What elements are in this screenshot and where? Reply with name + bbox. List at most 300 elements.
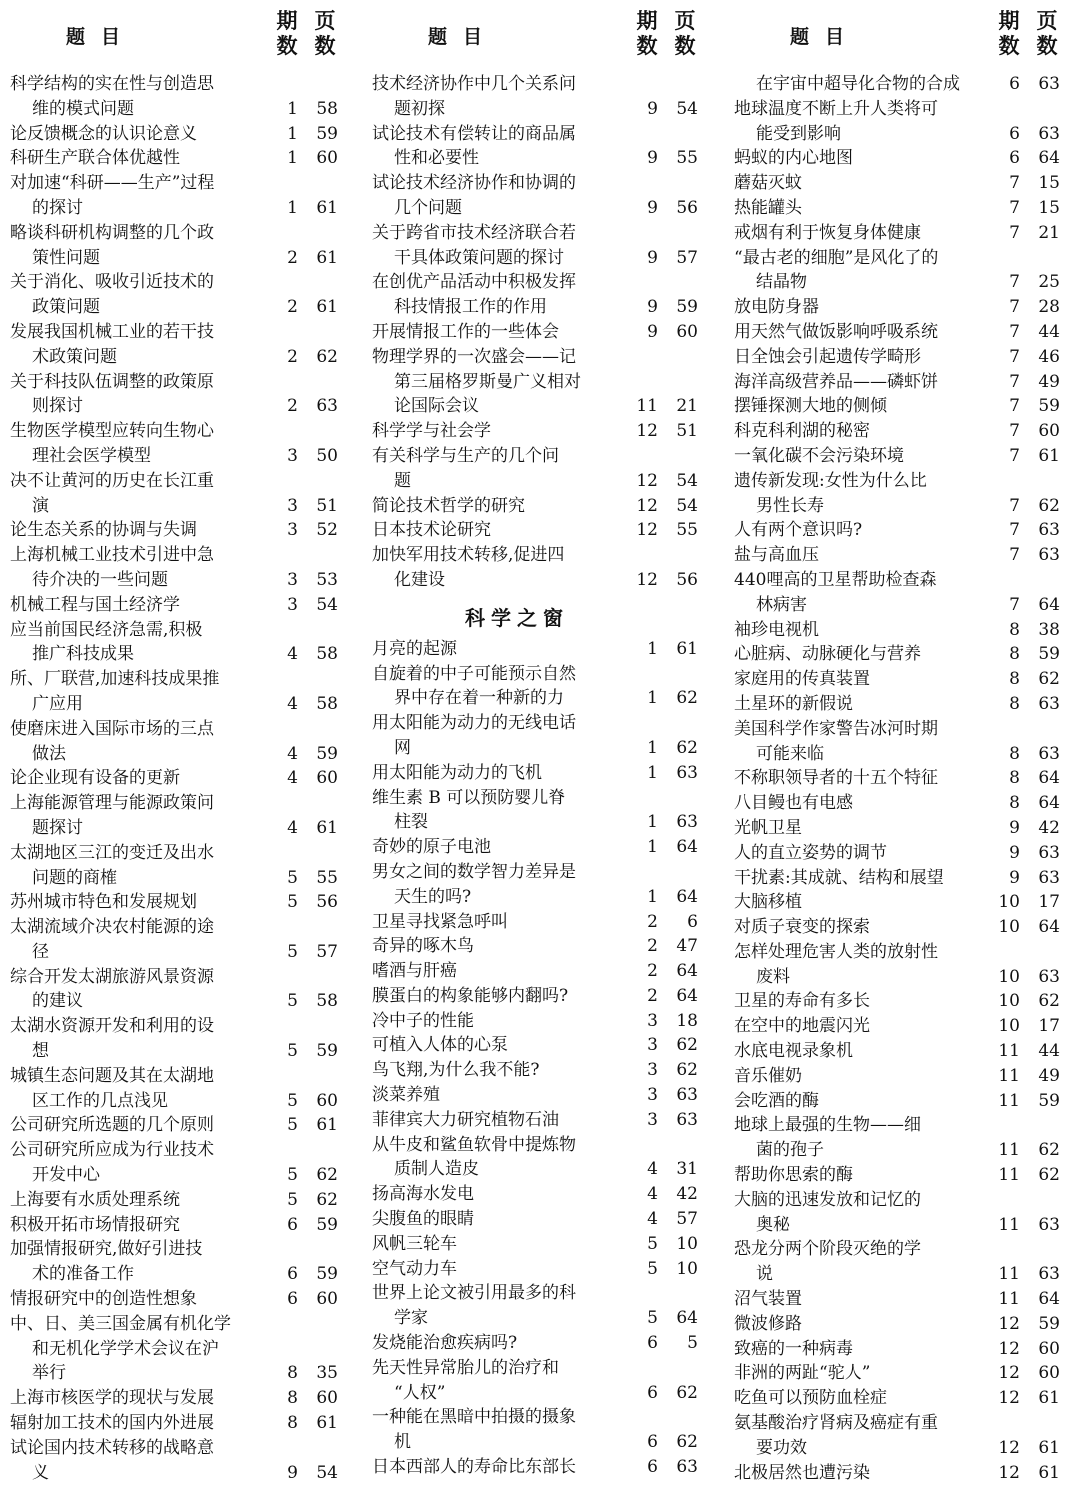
entry-title-line: 决不让黄河的历史在长江重 bbox=[10, 470, 214, 491]
index-entry bbox=[10, 1436, 342, 1486]
entry-page-number: 63 bbox=[316, 396, 338, 417]
entry-page-number: 59 bbox=[316, 743, 338, 764]
entry-title-line: 膜蛋白的构象能够内翻吗? bbox=[372, 985, 569, 1006]
entry-issue-number: 3 bbox=[287, 520, 298, 541]
entry-issue-number: 1 bbox=[647, 812, 658, 833]
index-entry bbox=[372, 835, 702, 860]
entry-page-number: 38 bbox=[1038, 619, 1060, 640]
index-entry bbox=[734, 1361, 1064, 1386]
entry-title-line: 世界上论文被引用最多的科 bbox=[372, 1283, 576, 1304]
entry-title-line: 自旋着的中子可能预示自然 bbox=[372, 663, 576, 684]
entry-title-line: 所、厂联营,加速科技成果推 bbox=[10, 669, 220, 690]
entry-title-line: 城镇生态问题及其在太湖地 bbox=[10, 1065, 214, 1086]
entry-page-number: 56 bbox=[676, 197, 698, 218]
entry-title-line: 地球上最强的生物——细 bbox=[734, 1115, 921, 1136]
entry-page-number: 21 bbox=[676, 396, 698, 417]
entry-title-line: 术政策问题 bbox=[32, 346, 117, 367]
entry-title-line: 理社会医学模型 bbox=[32, 445, 151, 466]
entry-issue-number: 8 bbox=[1009, 743, 1020, 764]
index-entry bbox=[372, 171, 702, 221]
entry-page-number: 60 bbox=[316, 1289, 338, 1310]
entry-page-number: 63 bbox=[1038, 743, 1060, 764]
entry-page-number: 31 bbox=[676, 1159, 698, 1180]
entry-page-number: 61 bbox=[316, 1413, 338, 1434]
entry-issue-number: 1 bbox=[287, 98, 298, 119]
entry-issue-number: 7 bbox=[1009, 520, 1020, 541]
index-entry bbox=[372, 984, 702, 1009]
index-entry bbox=[10, 841, 342, 891]
entry-title-line: 沼气装置 bbox=[734, 1289, 802, 1310]
entry-title-line: 不称职领导者的十五个特征 bbox=[734, 768, 938, 789]
entry-page-number: 55 bbox=[676, 148, 698, 169]
entry-issue-number: 12 bbox=[998, 1388, 1020, 1409]
entry-page-number: 15 bbox=[1038, 173, 1060, 194]
entry-issue-number: 4 bbox=[287, 817, 298, 838]
entry-issue-number: 7 bbox=[1009, 173, 1020, 194]
entry-title-line: 大脑的迅速发放和记忆的 bbox=[734, 1189, 921, 1210]
entry-title-line: 奇异的啄木鸟 bbox=[372, 936, 474, 957]
entry-title-line: 论国际会议 bbox=[394, 396, 479, 417]
entry-issue-number: 6 bbox=[287, 1264, 298, 1285]
entry-issue-number: 1 bbox=[647, 688, 658, 709]
entry-page-number: 42 bbox=[1038, 817, 1060, 838]
index-entry bbox=[10, 1312, 342, 1386]
entry-title-line: 水底电视录象机 bbox=[734, 1041, 853, 1062]
entry-page-number: 62 bbox=[676, 688, 698, 709]
entry-title-line: 应当前国民经济急需,积极 bbox=[10, 619, 203, 640]
entry-title-line: 试论技术经济协作和协调的 bbox=[372, 173, 576, 194]
entry-page-number: 60 bbox=[1038, 1338, 1060, 1359]
entry-page-number: 60 bbox=[1038, 421, 1060, 442]
index-entry bbox=[734, 1237, 1064, 1287]
entry-title-line: 八目鳗也有电感 bbox=[734, 793, 853, 814]
index-column-2 bbox=[372, 0, 702, 1480]
entry-title-line: 维生素 B 可以预防婴儿脊 bbox=[372, 787, 566, 808]
entry-issue-number: 7 bbox=[1009, 272, 1020, 293]
index-entry bbox=[372, 494, 702, 519]
index-entry bbox=[10, 122, 342, 147]
entry-issue-number: 12 bbox=[998, 1363, 1020, 1384]
entry-title-line: 空气动力车 bbox=[372, 1258, 457, 1279]
index-entry bbox=[372, 518, 702, 543]
entry-issue-number: 7 bbox=[1009, 445, 1020, 466]
entry-page-number: 63 bbox=[1038, 123, 1060, 144]
entry-title-line: 界中存在着一种新的力 bbox=[394, 688, 564, 709]
index-entry bbox=[734, 717, 1064, 767]
entry-issue-number: 2 bbox=[287, 346, 298, 367]
entry-title-line: 心脏病、动脉硬化与营养 bbox=[734, 644, 921, 665]
index-entry bbox=[10, 221, 342, 271]
entry-page-number: 61 bbox=[316, 247, 338, 268]
entry-title-line: 鸟飞翔,为什么我不能? bbox=[372, 1060, 540, 1081]
entry-title-line: 先天性异常胎儿的治疗和 bbox=[372, 1357, 559, 1378]
entry-title-line: 策性问题 bbox=[32, 247, 100, 268]
entry-title-line: 微波修路 bbox=[734, 1313, 802, 1334]
entry-title-line: 男女之间的数学智力差异是 bbox=[372, 861, 576, 882]
index-entry bbox=[734, 1188, 1064, 1238]
index-entry bbox=[372, 1033, 702, 1058]
column-header bbox=[734, 0, 1064, 72]
index-entry bbox=[372, 72, 702, 122]
entry-issue-number: 11 bbox=[998, 1090, 1020, 1111]
index-entry bbox=[734, 816, 1064, 841]
entry-page-number: 60 bbox=[676, 321, 698, 342]
entry-title-line: 光帆卫星 bbox=[734, 817, 802, 838]
entry-title-line: 废料 bbox=[756, 966, 790, 987]
entry-issue-number: 8 bbox=[287, 1388, 298, 1409]
entry-title-line: 日本西部人的寿命比东部长 bbox=[372, 1457, 576, 1478]
index-entry bbox=[734, 940, 1064, 990]
entry-title-line: 加强情报研究,做好引进技 bbox=[10, 1239, 203, 1260]
index-entry bbox=[734, 419, 1064, 444]
entry-issue-number: 5 bbox=[287, 941, 298, 962]
entry-title-line: 在宇宙中超导化合物的合成 bbox=[756, 74, 960, 94]
entry-title-line: 尖腹鱼的眼睛 bbox=[372, 1209, 474, 1230]
entry-page-number: 64 bbox=[1038, 148, 1060, 169]
entry-issue-number: 5 bbox=[287, 1165, 298, 1186]
index-entry bbox=[372, 1058, 702, 1083]
entry-title-line: 演 bbox=[32, 495, 49, 516]
entry-title-line: 扬高海水发电 bbox=[372, 1184, 474, 1205]
entry-title-line: 月亮的起源 bbox=[372, 638, 457, 659]
entry-title-line: 上海要有水质处理系统 bbox=[10, 1189, 180, 1210]
entry-page-number: 64 bbox=[1038, 768, 1060, 789]
entry-title-line: 日本技术论研究 bbox=[372, 520, 491, 541]
entry-page-number: 59 bbox=[1038, 1313, 1060, 1334]
entry-title-line: 辐射加工技术的国内外进展 bbox=[10, 1413, 214, 1434]
entry-issue-number: 8 bbox=[1009, 768, 1020, 789]
entry-title-line: 奥秘 bbox=[756, 1214, 790, 1235]
entry-title-line: 问题的商榷 bbox=[32, 867, 117, 888]
entry-issue-number: 6 bbox=[647, 1457, 658, 1478]
entry-page-number: 6 bbox=[687, 911, 698, 932]
entry-title-line: 可植入人体的心泵 bbox=[372, 1035, 508, 1056]
index-entry bbox=[734, 1089, 1064, 1114]
index-entry bbox=[734, 1113, 1064, 1163]
entry-issue-number: 9 bbox=[647, 321, 658, 342]
entry-issue-number: 6 bbox=[1009, 74, 1020, 94]
entry-title-line: 性和必要性 bbox=[394, 148, 479, 169]
entry-page-number: 54 bbox=[676, 470, 698, 491]
entry-title-line: 论企业现有设备的更新 bbox=[10, 768, 180, 789]
entry-title-line: 男性长寿 bbox=[756, 495, 824, 516]
entry-page-number: 63 bbox=[676, 812, 698, 833]
entry-issue-number: 5 bbox=[287, 1090, 298, 1111]
entry-issue-number: 2 bbox=[647, 985, 658, 1006]
entry-page-number: 62 bbox=[676, 1382, 698, 1403]
entry-title-line: 氨基酸治疗肾病及癌症有重 bbox=[734, 1413, 938, 1434]
entry-issue-number: 1 bbox=[647, 837, 658, 858]
entry-title-line: 论反馈概念的认识论意义 bbox=[10, 123, 197, 144]
entry-issue-number: 6 bbox=[647, 1333, 658, 1354]
index-entry bbox=[372, 1455, 702, 1480]
index-entry bbox=[734, 766, 1064, 791]
index-entry bbox=[10, 72, 342, 122]
entry-issue-number: 4 bbox=[287, 743, 298, 764]
column-header bbox=[10, 0, 342, 72]
entry-title-line: 人的直立姿势的调节 bbox=[734, 842, 887, 863]
entry-issue-number: 1 bbox=[647, 737, 658, 758]
entry-title-line: 综合开发太湖旅游风景资源 bbox=[10, 966, 214, 987]
entry-title-line: 试论国内技术转移的战略意 bbox=[10, 1437, 214, 1458]
entry-title-line: 公司研究所应成为行业技术 bbox=[10, 1140, 214, 1161]
entry-title-line: “最古老的细胞”是风化了的 bbox=[734, 247, 939, 268]
index-entry bbox=[734, 146, 1064, 171]
entry-title-line: 学家 bbox=[394, 1308, 428, 1329]
index-entry bbox=[10, 1213, 342, 1238]
header-title: 题目 bbox=[790, 26, 861, 48]
entry-page-number: 62 bbox=[676, 1060, 698, 1081]
index-entry bbox=[10, 667, 342, 717]
index-entry bbox=[734, 667, 1064, 692]
index-entry bbox=[734, 171, 1064, 196]
entry-issue-number: 2 bbox=[647, 936, 658, 957]
entry-title-line: 天生的吗? bbox=[394, 886, 472, 907]
entry-page-number: 63 bbox=[1038, 966, 1060, 987]
entry-page-number: 18 bbox=[676, 1010, 698, 1031]
entry-title-line: 术的准备工作 bbox=[32, 1264, 134, 1285]
header-title: 题目 bbox=[428, 26, 499, 48]
entry-page-number: 5 bbox=[687, 1333, 698, 1354]
entry-page-number: 59 bbox=[1038, 396, 1060, 417]
entry-title-line: 柱裂 bbox=[394, 812, 428, 833]
index-entry bbox=[10, 1386, 342, 1411]
entry-issue-number: 1 bbox=[287, 148, 298, 169]
entry-title-line: 说 bbox=[756, 1264, 773, 1285]
entry-title-line: 的建议 bbox=[32, 991, 83, 1012]
index-entry bbox=[10, 890, 342, 915]
entry-title-line: 海洋高级营养品——磷虾饼 bbox=[734, 371, 938, 392]
entry-page-number: 63 bbox=[676, 1085, 698, 1106]
entry-issue-number: 3 bbox=[287, 495, 298, 516]
entry-page-number: 62 bbox=[1038, 669, 1060, 690]
entry-issue-number: 7 bbox=[1009, 421, 1020, 442]
entry-page-number: 21 bbox=[1038, 222, 1060, 243]
entry-title-line: 菌的孢子 bbox=[756, 1140, 824, 1161]
entry-title-line: 机械工程与国土经济学 bbox=[10, 594, 180, 615]
entry-title-line: 生物医学模型应转向生物心 bbox=[10, 421, 214, 442]
entry-issue-number: 2 bbox=[287, 247, 298, 268]
entry-page-number: 47 bbox=[676, 936, 698, 957]
index-entry bbox=[734, 1064, 1064, 1089]
entry-issue-number: 2 bbox=[647, 961, 658, 982]
index-entry bbox=[734, 97, 1064, 147]
entry-title-line: 卫星寻找紧急呼叫 bbox=[372, 911, 508, 932]
entry-page-number: 56 bbox=[316, 892, 338, 913]
entry-title-line: 质制人造皮 bbox=[394, 1159, 479, 1180]
entry-issue-number: 4 bbox=[647, 1184, 658, 1205]
entry-title-line: 林病害 bbox=[756, 594, 807, 615]
entry-issue-number: 1 bbox=[647, 762, 658, 783]
index-entry bbox=[734, 791, 1064, 816]
index-entry bbox=[372, 1356, 702, 1406]
entry-issue-number: 1 bbox=[287, 197, 298, 218]
entry-issue-number: 11 bbox=[998, 1289, 1020, 1310]
entry-issue-number: 1 bbox=[287, 123, 298, 144]
entry-page-number: 64 bbox=[1038, 1289, 1060, 1310]
index-entry bbox=[734, 1411, 1064, 1461]
entry-issue-number: 9 bbox=[1009, 867, 1020, 888]
entry-issue-number: 12 bbox=[998, 1462, 1020, 1483]
entry-page-number: 54 bbox=[676, 495, 698, 516]
index-entry bbox=[10, 543, 342, 593]
entry-title-line: 人有两个意识吗? bbox=[734, 520, 863, 541]
entry-title-line: 440哩高的卫星帮助检查森 bbox=[734, 569, 937, 590]
entry-page-number: 54 bbox=[676, 98, 698, 119]
entry-page-number: 62 bbox=[1038, 495, 1060, 516]
index-entry bbox=[10, 791, 342, 841]
entry-issue-number: 11 bbox=[998, 1214, 1020, 1235]
entry-issue-number: 6 bbox=[287, 1214, 298, 1235]
entry-title-line: 用天然气做饭影响呼吸系统 bbox=[734, 321, 938, 342]
entry-issue-number: 10 bbox=[998, 892, 1020, 913]
entry-issue-number: 2 bbox=[647, 911, 658, 932]
entry-issue-number: 8 bbox=[1009, 669, 1020, 690]
entry-page-number: 10 bbox=[676, 1258, 698, 1279]
entry-title-line: 关于消化、吸收引近技术的 bbox=[10, 272, 214, 293]
entry-issue-number: 4 bbox=[647, 1159, 658, 1180]
header-issue: 期数 bbox=[276, 8, 298, 58]
entry-page-number: 59 bbox=[676, 297, 698, 318]
entry-title-line: “人权” bbox=[394, 1382, 446, 1403]
entry-title-line: 蘑菇灭蚊 bbox=[734, 173, 802, 194]
entry-title-line: 中、日、美三国金属有机化学 bbox=[10, 1313, 231, 1334]
entry-issue-number: 7 bbox=[1009, 321, 1020, 342]
entry-title-line: 和无机化学学术会议在沪 bbox=[32, 1338, 219, 1359]
entry-title-line: 怎样处理危害人类的放射性 bbox=[734, 941, 938, 962]
index-entry bbox=[734, 866, 1064, 891]
entry-issue-number: 9 bbox=[647, 98, 658, 119]
entry-issue-number: 7 bbox=[1009, 396, 1020, 417]
entry-title-line: 积极开拓市场情报研究 bbox=[10, 1214, 180, 1235]
entry-issue-number: 5 bbox=[647, 1308, 658, 1329]
entry-issue-number: 6 bbox=[647, 1432, 658, 1453]
entry-title-line: 奇妙的原子电池 bbox=[372, 837, 491, 858]
header-page: 页数 bbox=[314, 8, 336, 58]
index-entry bbox=[734, 518, 1064, 543]
index-entry bbox=[10, 518, 342, 543]
entry-page-number: 54 bbox=[316, 1462, 338, 1483]
entry-title-line: 音乐催奶 bbox=[734, 1065, 802, 1086]
entry-title-line: 义 bbox=[32, 1462, 49, 1483]
index-entry bbox=[734, 196, 1064, 221]
entry-title-line: 嗜酒与肝癌 bbox=[372, 961, 457, 982]
entry-title-line: 在创优产品活动中积极发挥 bbox=[372, 272, 576, 293]
entry-issue-number: 5 bbox=[647, 1233, 658, 1254]
index-entry bbox=[10, 1287, 342, 1312]
entry-title-line: 要功效 bbox=[756, 1437, 807, 1458]
entry-page-number: 62 bbox=[1038, 1140, 1060, 1161]
entry-page-number: 61 bbox=[316, 197, 338, 218]
index-entry bbox=[10, 766, 342, 791]
index-entry bbox=[372, 934, 702, 959]
entry-title-line: 科技情报工作的作用 bbox=[394, 297, 547, 318]
entry-issue-number: 7 bbox=[1009, 222, 1020, 243]
index-entry bbox=[372, 1257, 702, 1282]
index-entry bbox=[10, 1138, 342, 1188]
index-entry bbox=[10, 1237, 342, 1287]
index-entry bbox=[10, 146, 342, 171]
entry-issue-number: 3 bbox=[287, 445, 298, 466]
entry-title-line: 干扰素:其成就、结构和展望 bbox=[734, 867, 944, 888]
entry-issue-number: 9 bbox=[647, 197, 658, 218]
index-entry bbox=[372, 711, 702, 761]
entry-issue-number: 11 bbox=[998, 1165, 1020, 1186]
header-title: 题目 bbox=[66, 26, 137, 48]
entry-title-line: 卫星的寿命有多长 bbox=[734, 991, 870, 1012]
entry-page-number: 62 bbox=[316, 1165, 338, 1186]
entry-issue-number: 3 bbox=[287, 569, 298, 590]
entry-title-line: 放电防身器 bbox=[734, 297, 819, 318]
entry-issue-number: 8 bbox=[287, 1363, 298, 1384]
entry-title-line: 待介决的一些问题 bbox=[32, 569, 168, 590]
entry-title-line: 试论技术有偿转让的商品属 bbox=[372, 123, 576, 144]
entry-title-line: 苏州城市特色和发展规划 bbox=[10, 892, 197, 913]
entry-issue-number: 4 bbox=[287, 768, 298, 789]
entry-page-number: 60 bbox=[316, 768, 338, 789]
entry-page-number: 63 bbox=[676, 762, 698, 783]
entry-issue-number: 2 bbox=[287, 297, 298, 318]
index-entry bbox=[372, 1108, 702, 1133]
entry-page-number: 63 bbox=[1038, 1264, 1060, 1285]
entry-issue-number: 8 bbox=[1009, 793, 1020, 814]
index-entry bbox=[734, 1163, 1064, 1188]
entry-page-number: 49 bbox=[1038, 371, 1060, 392]
entry-page-number: 54 bbox=[316, 594, 338, 615]
entry-title-line: 在空中的地震闪光 bbox=[734, 1016, 870, 1037]
entry-title-line: 物理学界的一次盛会——记 bbox=[372, 346, 576, 367]
index-entry bbox=[734, 1014, 1064, 1039]
entry-page-number: 63 bbox=[1038, 520, 1060, 541]
entry-title-line: 戒烟有利于恢复身体健康 bbox=[734, 222, 921, 243]
entry-issue-number: 12 bbox=[636, 495, 658, 516]
entry-page-number: 60 bbox=[1038, 1363, 1060, 1384]
entry-title-line: 技术经济协作中几个关系问 bbox=[372, 74, 576, 94]
entry-page-number: 63 bbox=[1038, 867, 1060, 888]
entry-issue-number: 12 bbox=[636, 569, 658, 590]
index-entry bbox=[734, 1039, 1064, 1064]
index-column-1 bbox=[10, 0, 342, 1485]
entry-title-line: 开发中心 bbox=[32, 1165, 100, 1186]
entry-page-number: 64 bbox=[1038, 594, 1060, 615]
index-entry bbox=[372, 543, 702, 593]
index-entry bbox=[734, 692, 1064, 717]
entry-page-number: 62 bbox=[316, 1189, 338, 1210]
entry-page-number: 42 bbox=[676, 1184, 698, 1205]
entry-title-line: 从牛皮和鲨鱼软骨中提炼物 bbox=[372, 1134, 576, 1155]
entry-title-line: 第三届格罗斯曼广义相对 bbox=[394, 371, 581, 392]
entry-title-line: 发展我国机械工业的若干技 bbox=[10, 321, 214, 342]
entry-title-line: 一种能在黑暗中拍摄的摄象 bbox=[372, 1407, 576, 1428]
index-entry bbox=[10, 469, 342, 519]
entry-issue-number: 3 bbox=[647, 1109, 658, 1130]
entry-issue-number: 7 bbox=[1009, 594, 1020, 615]
entry-title-line: 维的模式问题 bbox=[32, 98, 134, 119]
entry-page-number: 44 bbox=[1038, 1041, 1060, 1062]
index-entry bbox=[734, 394, 1064, 419]
index-entry bbox=[734, 444, 1064, 469]
index-entry bbox=[734, 890, 1064, 915]
entry-title-line: 美国科学作家警告冰河时期 bbox=[734, 718, 938, 739]
entry-page-number: 35 bbox=[316, 1363, 338, 1384]
column-header bbox=[372, 0, 702, 72]
index-column-3 bbox=[734, 0, 1064, 1485]
entry-title-line: 公司研究所选题的几个原则 bbox=[10, 1115, 214, 1136]
entry-issue-number: 12 bbox=[636, 470, 658, 491]
index-entry bbox=[372, 221, 702, 271]
entry-issue-number: 10 bbox=[998, 917, 1020, 938]
index-entry bbox=[734, 1461, 1064, 1486]
